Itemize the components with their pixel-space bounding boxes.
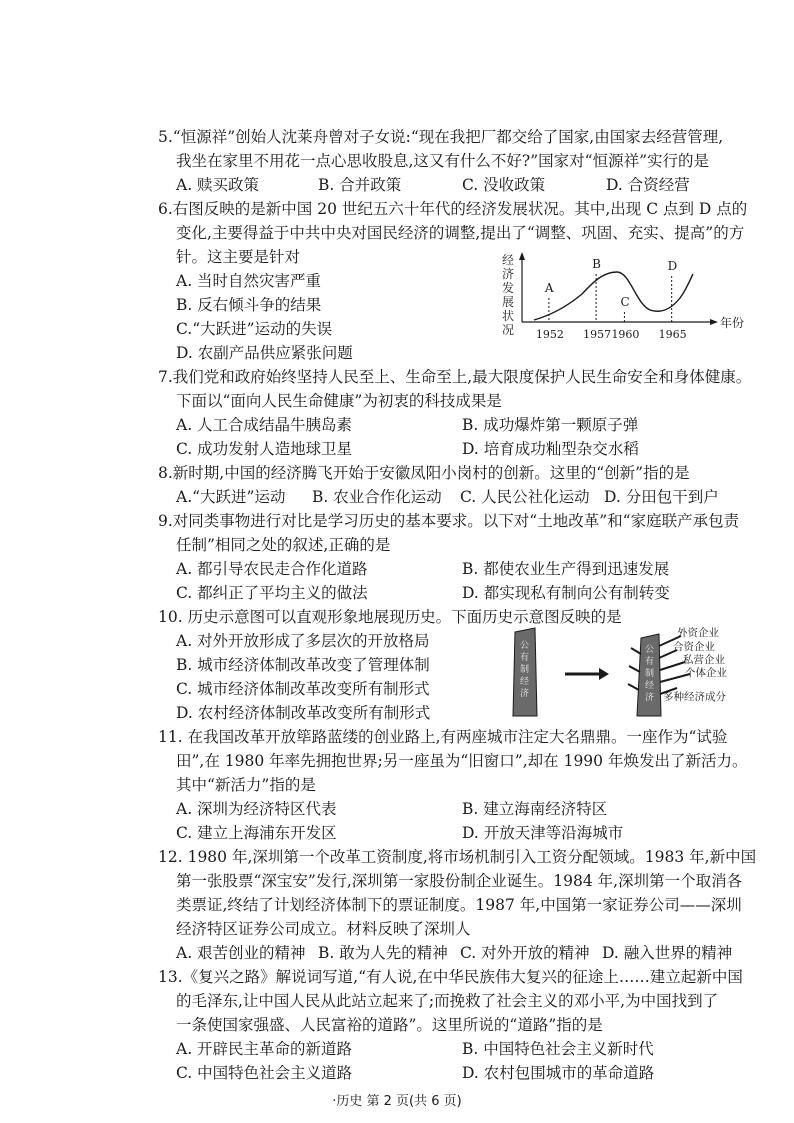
q9-stem-line-1: 9.对同类事物进行对比是学习历史的基本要求。以下对“土地改革”和“家庭联产承包责: [158, 512, 740, 530]
y-label-char-4: 展: [502, 295, 515, 309]
q6-stem-line-1: 6.右图反映的是新中国 20 世纪五六十年代的经济发展状况。其中,出现 C 点到 D 点的: [158, 200, 748, 218]
q11-stem-line-3: 其中“新活力”指的是: [176, 776, 316, 794]
branch-left-2: [629, 666, 640, 672]
q10-stem-line-1: 10. 历史示意图可以直观形象地展现历史。下面历史示意图反映的是: [158, 608, 622, 626]
q12-stem-line-1: 12. 1980 年,深圳第一个改革工资制度,将市场机制引入工资分配领域。1983 年,新中国: [158, 848, 757, 866]
point-label-c: C: [620, 295, 630, 309]
q5-option-a: A. 赎买政策: [176, 176, 260, 194]
transform-arrow-head: [599, 668, 609, 680]
q9-option-d: D. 都实现私有制向公有制转变: [462, 584, 670, 602]
q9-stem-line-2: 任制”相同之处的叙述,正确的是: [176, 536, 391, 554]
x-axis-arrow: [710, 319, 718, 325]
left-trunk-char-1: 公: [520, 641, 530, 651]
q12-option-d: D. 融入世界的精神: [602, 944, 733, 962]
q6-stem-line-3: 针。这主要是针对: [176, 248, 301, 266]
q8-option-b: B. 农业合作化运动: [312, 488, 442, 506]
branch-3: [660, 662, 685, 670]
left-trunk-char-3: 制: [520, 665, 530, 675]
y-axis-arrow: [519, 252, 525, 260]
q10-option-b: B. 城市经济体制改革改变了管理体制: [176, 656, 430, 674]
q9-option-b: B. 都使农业生产得到迅速发展: [462, 560, 670, 578]
y-label-char-6: 况: [502, 323, 515, 337]
q7-option-c: C. 成功发射人造地球卫星: [176, 440, 353, 458]
q10-option-d: D. 农村经济体制改革改变所有制形式: [176, 704, 431, 722]
left-trunk-label: [520, 640, 529, 699]
bottom-label: 多种经济成分: [663, 691, 726, 703]
y-label-char-5: 状: [502, 309, 515, 323]
economic-status-chart: [500, 252, 760, 352]
q11-option-b: B. 建立海南经济特区: [462, 800, 608, 818]
q7-option-d: D. 培育成功籼型杂交水稻: [462, 440, 639, 458]
point-label-b: B: [592, 257, 601, 271]
q11-option-d: D. 开放天津等沿海城市: [462, 824, 624, 842]
q5-stem-line-1: 5.“恒源祥”创始人沈莱舟曾对子女说:“现在我把厂都交给了国家,由国家去经营管理,: [158, 128, 724, 146]
right-trunk-char-5: 济: [645, 693, 655, 703]
right-trunk-char-1: 公: [645, 645, 655, 655]
right-trunk-char-3: 制: [645, 669, 655, 679]
q6-option-a: A. 当时自然灾害严重: [176, 272, 322, 290]
q13-stem-line-3: 一条使国家强盛、人民富裕的道路”。这里所说的“道路”指的是: [176, 1016, 603, 1034]
q9-option-a: A. 都引导农民走合作化道路: [176, 560, 368, 578]
q8-option-c: C. 人民公社化运动: [460, 488, 590, 506]
q9-option-c: C. 都纠正了平均主义的做法: [176, 584, 368, 602]
q11-option-c: C. 建立上海浦东开发区: [176, 824, 337, 842]
q13-option-c: C. 中国特色社会主义道路: [176, 1064, 353, 1082]
branch-left-1: [631, 648, 641, 654]
x-tick-1960: 1960: [611, 328, 640, 341]
q12-option-b: B. 敢为人先的精神: [318, 944, 448, 962]
q7-stem-line-1: 7.我们党和政府始终坚持人民至上、生命至上,最大限度保护人民生命安全和身体健康。: [158, 368, 752, 386]
q6-option-b: B. 反右倾斗争的结果: [176, 296, 322, 314]
q13-option-a: A. 开辟民主革命的新道路: [176, 1040, 353, 1058]
q6-option-d: D. 农副产品供应紧张问题: [176, 344, 353, 362]
q5-option-c: C. 没收政策: [462, 176, 546, 194]
right-trunk-char-2: 有: [645, 657, 655, 667]
q10-option-a: A. 对外开放形成了多层次的开放格局: [176, 632, 430, 650]
q5-option-b: B. 合并政策: [318, 176, 402, 194]
branch-label-joint: 合资企业: [673, 641, 715, 653]
left-trunk-char-4: 经: [520, 677, 530, 687]
x-tick-1965: 1965: [658, 328, 687, 341]
q8-option-a: A.“大跃进”运动: [176, 488, 286, 506]
point-label-d: D: [667, 259, 678, 273]
left-trunk-char-5: 济: [520, 689, 530, 699]
q12-option-c: C. 对外开放的精神: [460, 944, 590, 962]
left-trunk-char-2: 有: [520, 653, 530, 663]
x-tick-1952: 1952: [535, 328, 564, 341]
q10-option-c: C. 城市经济体制改革改变所有制形式: [176, 680, 430, 698]
q5-stem-line-2: 我坐在家里不用花一点心思收股息,这又有什么不好?”国家对“恒源祥”实行的是: [176, 152, 710, 170]
q13-option-d: D. 农村包围城市的革命道路: [462, 1064, 655, 1082]
q7-option-b: B. 成功爆炸第一颗原子弹: [462, 416, 639, 434]
page-footer: ·历史 第 2 页(共 6 页): [332, 1094, 462, 1109]
q12-stem-line-4: 经济特区证券公司成立。材料反映了深圳人: [176, 920, 471, 938]
q11-stem-line-1: 11. 在我国改革开放筚路蓝缕的创业路上,有两座城市注定大名鼎鼎。一座作为“试验: [158, 728, 728, 746]
ownership-tree-figure: [505, 624, 785, 724]
branch-label-foreign: 外资企业: [677, 627, 719, 639]
y-label-char-1: 经: [502, 253, 515, 267]
branch-label-private: 私营企业: [683, 654, 725, 666]
q7-stem-line-2: 下面以“面向人民生命健康”为初衷的科技成果是: [176, 392, 502, 410]
q8-stem-line-1: 8.新时期,中国的经济腾飞开始于安徽凤阳小岗村的创新。这里的“创新”指的是: [158, 464, 690, 482]
q5-option-d: D. 合资经营: [606, 176, 690, 194]
q6-option-c: C.“大跃进”运动的失误: [176, 320, 333, 338]
q8-option-d: D. 分田包干到户: [604, 488, 719, 506]
q12-stem-line-3: 类票证,终结了计划经济体制下的票证制度。1987 年,中国第一家证券公司——深圳: [176, 896, 742, 914]
x-tick-1957: 1957: [583, 328, 612, 341]
q6-stem-line-2: 变化,主要得益于中共中央对国民经济的调整,提出了“调整、巩固、充实、提高”的方: [176, 224, 745, 242]
q7-option-a: A. 人工合成结晶牛胰岛素: [176, 416, 353, 434]
q12-stem-line-2: 第一张股票“深宝安”发行,深圳第一家股份制企业诞生。1984 年,深圳第一个取消各: [176, 872, 743, 890]
q13-stem-line-2: 的毛泽东,让中国人民从此站立起来了;而挽救了社会主义的邓小平,为中国找到了: [176, 992, 719, 1010]
x-axis-label: 年份: [720, 316, 745, 330]
right-trunk-label: [645, 644, 654, 703]
branch-label-individual: 个体企业: [685, 667, 727, 679]
branch-left-3: [628, 684, 639, 690]
y-label-char-3: 发: [502, 281, 515, 295]
q11-option-a: A. 深圳为经济特区代表: [176, 800, 337, 818]
point-label-a: A: [544, 281, 554, 295]
q13-stem-line-1: 13.《复兴之路》解说词写道,“有人说,在中华民族伟大复兴的征途上……建立起新中国: [158, 968, 743, 986]
y-axis-label: [502, 253, 514, 337]
q12-option-a: A. 艰苦创业的精神: [176, 944, 306, 962]
economy-curve: [534, 272, 693, 320]
y-label-char-2: 济: [502, 267, 515, 281]
q13-option-b: B. 中国特色社会主义新时代: [462, 1040, 654, 1058]
right-trunk-char-4: 经: [645, 681, 655, 691]
q11-stem-line-2: 田”,在 1980 年率先拥抱世界;另一座虽为“旧窗口”,却在 1990 年焕发出了新活力。: [176, 752, 748, 770]
